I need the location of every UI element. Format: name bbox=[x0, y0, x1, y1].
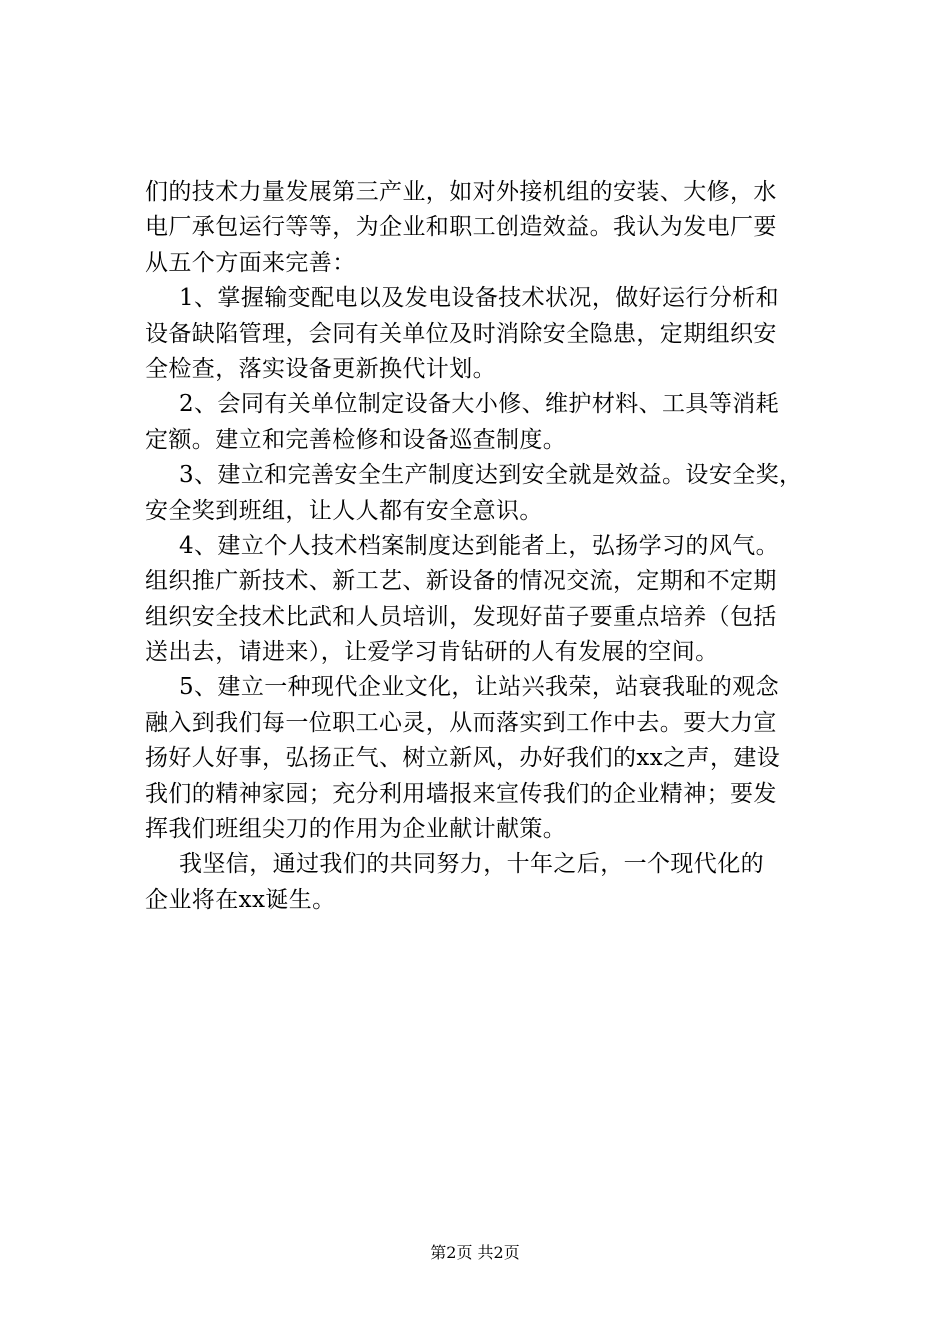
text-line: 2、会同有关单位制定设备大小修、维护材料、工具等消耗 bbox=[179, 391, 780, 418]
text-line: 安全奖到班组，让人人都有安全意识。 bbox=[145, 497, 543, 524]
text-line: 电厂承包运行等等，为企业和职工创造效益。我认为发电厂要 bbox=[145, 214, 777, 241]
text-line: 我坚信，通过我们的共同努力，十年之后，一个现代化的 bbox=[179, 851, 764, 878]
text-line: 送出去，请进来），让爱学习肯钻研的人有发展的空间。 bbox=[145, 639, 719, 666]
text-line: 5、建立一种现代企业文化，让站兴我荣，站衰我耻的观念 bbox=[179, 674, 780, 701]
text-line: 企业将在xx诞生。 bbox=[145, 886, 336, 913]
text-line: 定额。建立和完善检修和设备巡查制度。 bbox=[145, 426, 567, 453]
text-line: 1、掌握输变配电以及发电设备技术状况，做好运行分析和 bbox=[179, 285, 780, 312]
text-line: 扬好人好事，弘扬正气、树立新风，办好我们的xx之声，建设 bbox=[145, 745, 781, 772]
document-body bbox=[145, 175, 815, 918]
text-line: 4、建立个人技术档案制度达到能者上，弘扬学习的风气。 bbox=[179, 532, 780, 559]
text-line: 组织安全技术比武和人员培训，发现好苗子要重点培养（包括 bbox=[145, 603, 777, 630]
text-line: 从五个方面来完善： bbox=[145, 249, 356, 276]
text-line: 融入到我们每一位职工心灵，从而落实到工作中去。要大力宣 bbox=[145, 709, 777, 736]
text-line: 组织推广新技术、新工艺、新设备的情况交流，定期和不定期 bbox=[145, 568, 777, 595]
text-line: 我们的精神家园；充分利用墙报来宣传我们的企业精神；要发 bbox=[145, 780, 777, 807]
text-line: 3、建立和完善安全生产制度达到安全就是效益。设安全奖， bbox=[179, 462, 803, 489]
text-line: 设备缺陷管理，会同有关单位及时消除安全隐患，定期组织安 bbox=[145, 320, 777, 347]
text-line: 全检查，落实设备更新换代计划。 bbox=[145, 355, 496, 382]
text-line: 们的技术力量发展第三产业，如对外接机组的安装、大修，水 bbox=[145, 179, 777, 205]
page-footer: 第2页 共2页 bbox=[430, 1243, 520, 1262]
text-line: 挥我们班组尖刀的作用为企业献计献策。 bbox=[145, 816, 567, 843]
